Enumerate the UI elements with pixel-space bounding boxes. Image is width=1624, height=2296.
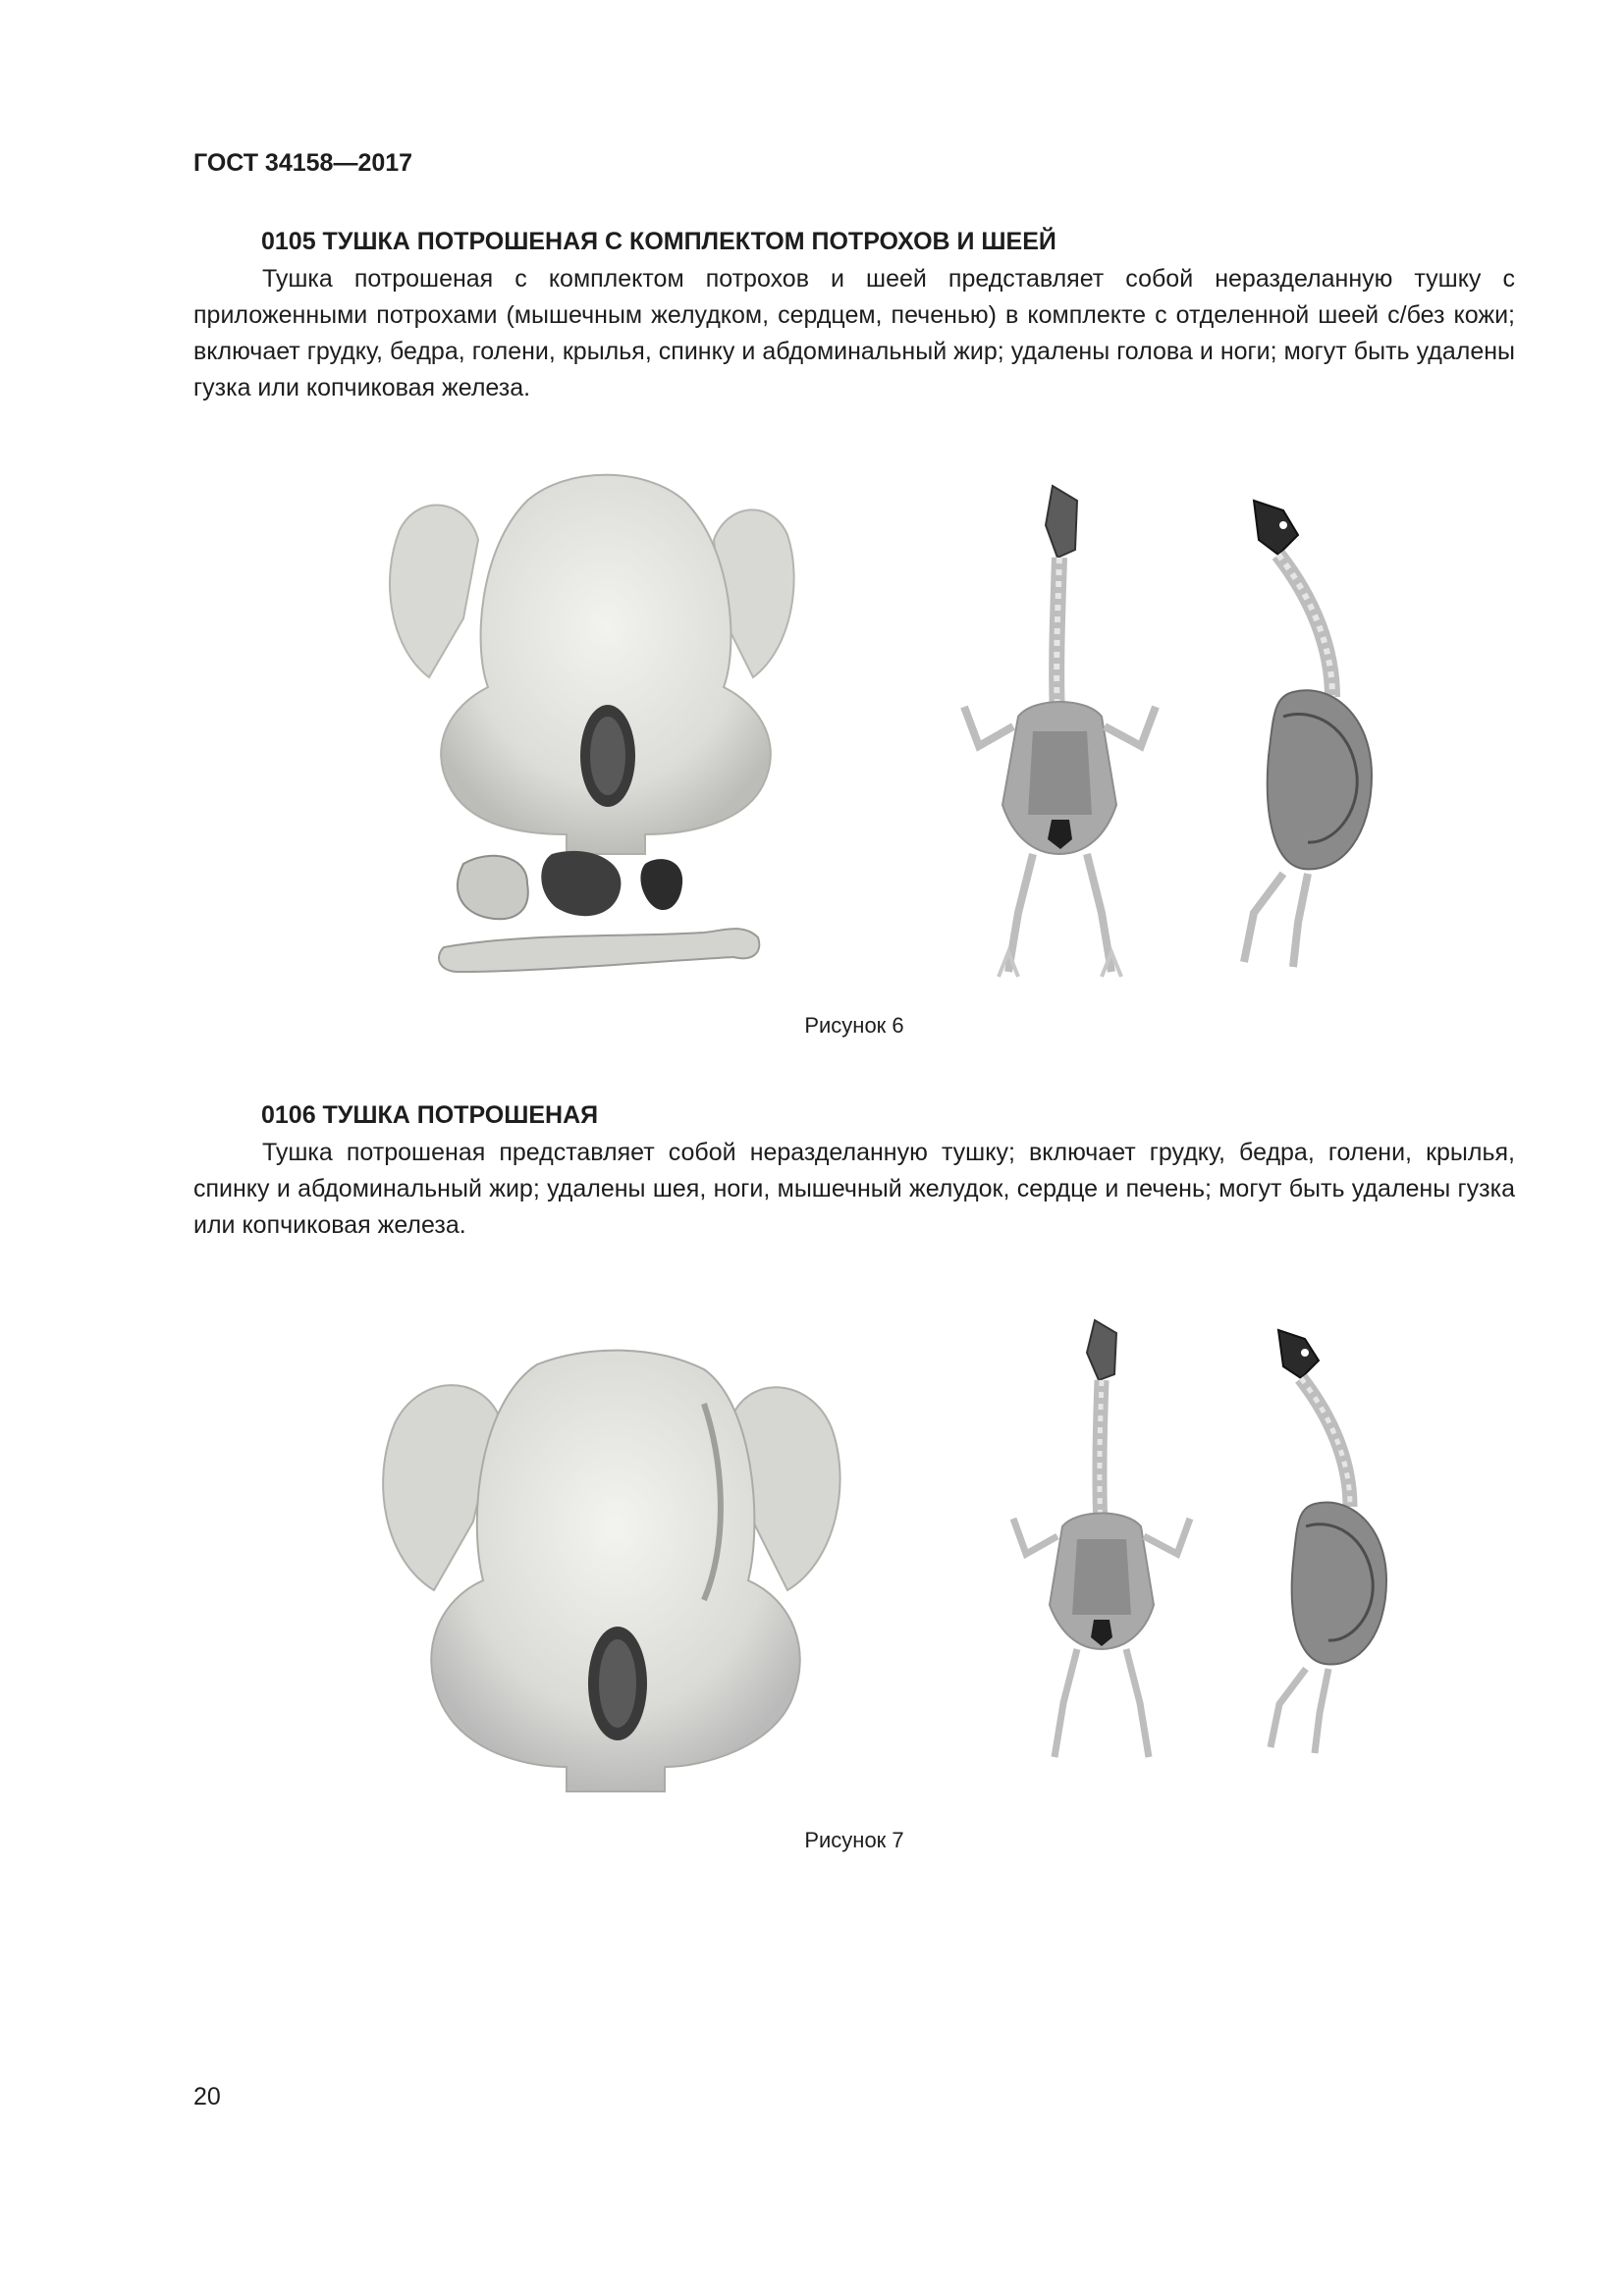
figure-7-caption: Рисунок 7: [804, 1828, 904, 1852]
figure-6-caption: Рисунок 6: [804, 1013, 904, 1038]
page-number: 20: [193, 2083, 221, 2110]
carcass-with-giblets-photo: [351, 461, 861, 991]
section-title-0106: 0106 ТУШКА ПОТРОШЕНАЯ: [261, 1101, 599, 1129]
section-paragraph-0106: Тушка потрошеная представляет собой неразделанную тушку; включает грудку, бедра, голени, крылья, спинку и абдоминальный жир; удалены шея, ноги, мышечный желудок, сердце и печень; могут быть удалены гузка или копчиковая железа.: [193, 1139, 1515, 1239]
document-code: ГОСТ 34158—2017: [193, 149, 413, 177]
carcass-photo: [341, 1345, 891, 1806]
section-title-0105: 0105 ТУШКА ПОТРОШЕНАЯ С КОМПЛЕКТОМ ПОТРОХОВ И ШЕЕЙ: [261, 228, 1056, 255]
section-paragraph-0105: Тушка потрошеная с комплектом потрохов и шеей представляет собой неразделанную тушку с приложенными потрохами (мышечным желудком, сердцем, печенью) в комплекте с отделенной шеей с/без кожи; включает грудку, бедра, голени, крылья, спинку и абдоминальный жир; удалены голова и ноги; могут быть удалены гузка или копчиковая железа.: [193, 265, 1515, 401]
figure-7: [193, 1306, 1515, 1875]
carcass-skeleton-diagram: [959, 481, 1470, 982]
carcass-skeleton-diagram-2: [1008, 1315, 1480, 1767]
figure-6: [193, 461, 1515, 1041]
